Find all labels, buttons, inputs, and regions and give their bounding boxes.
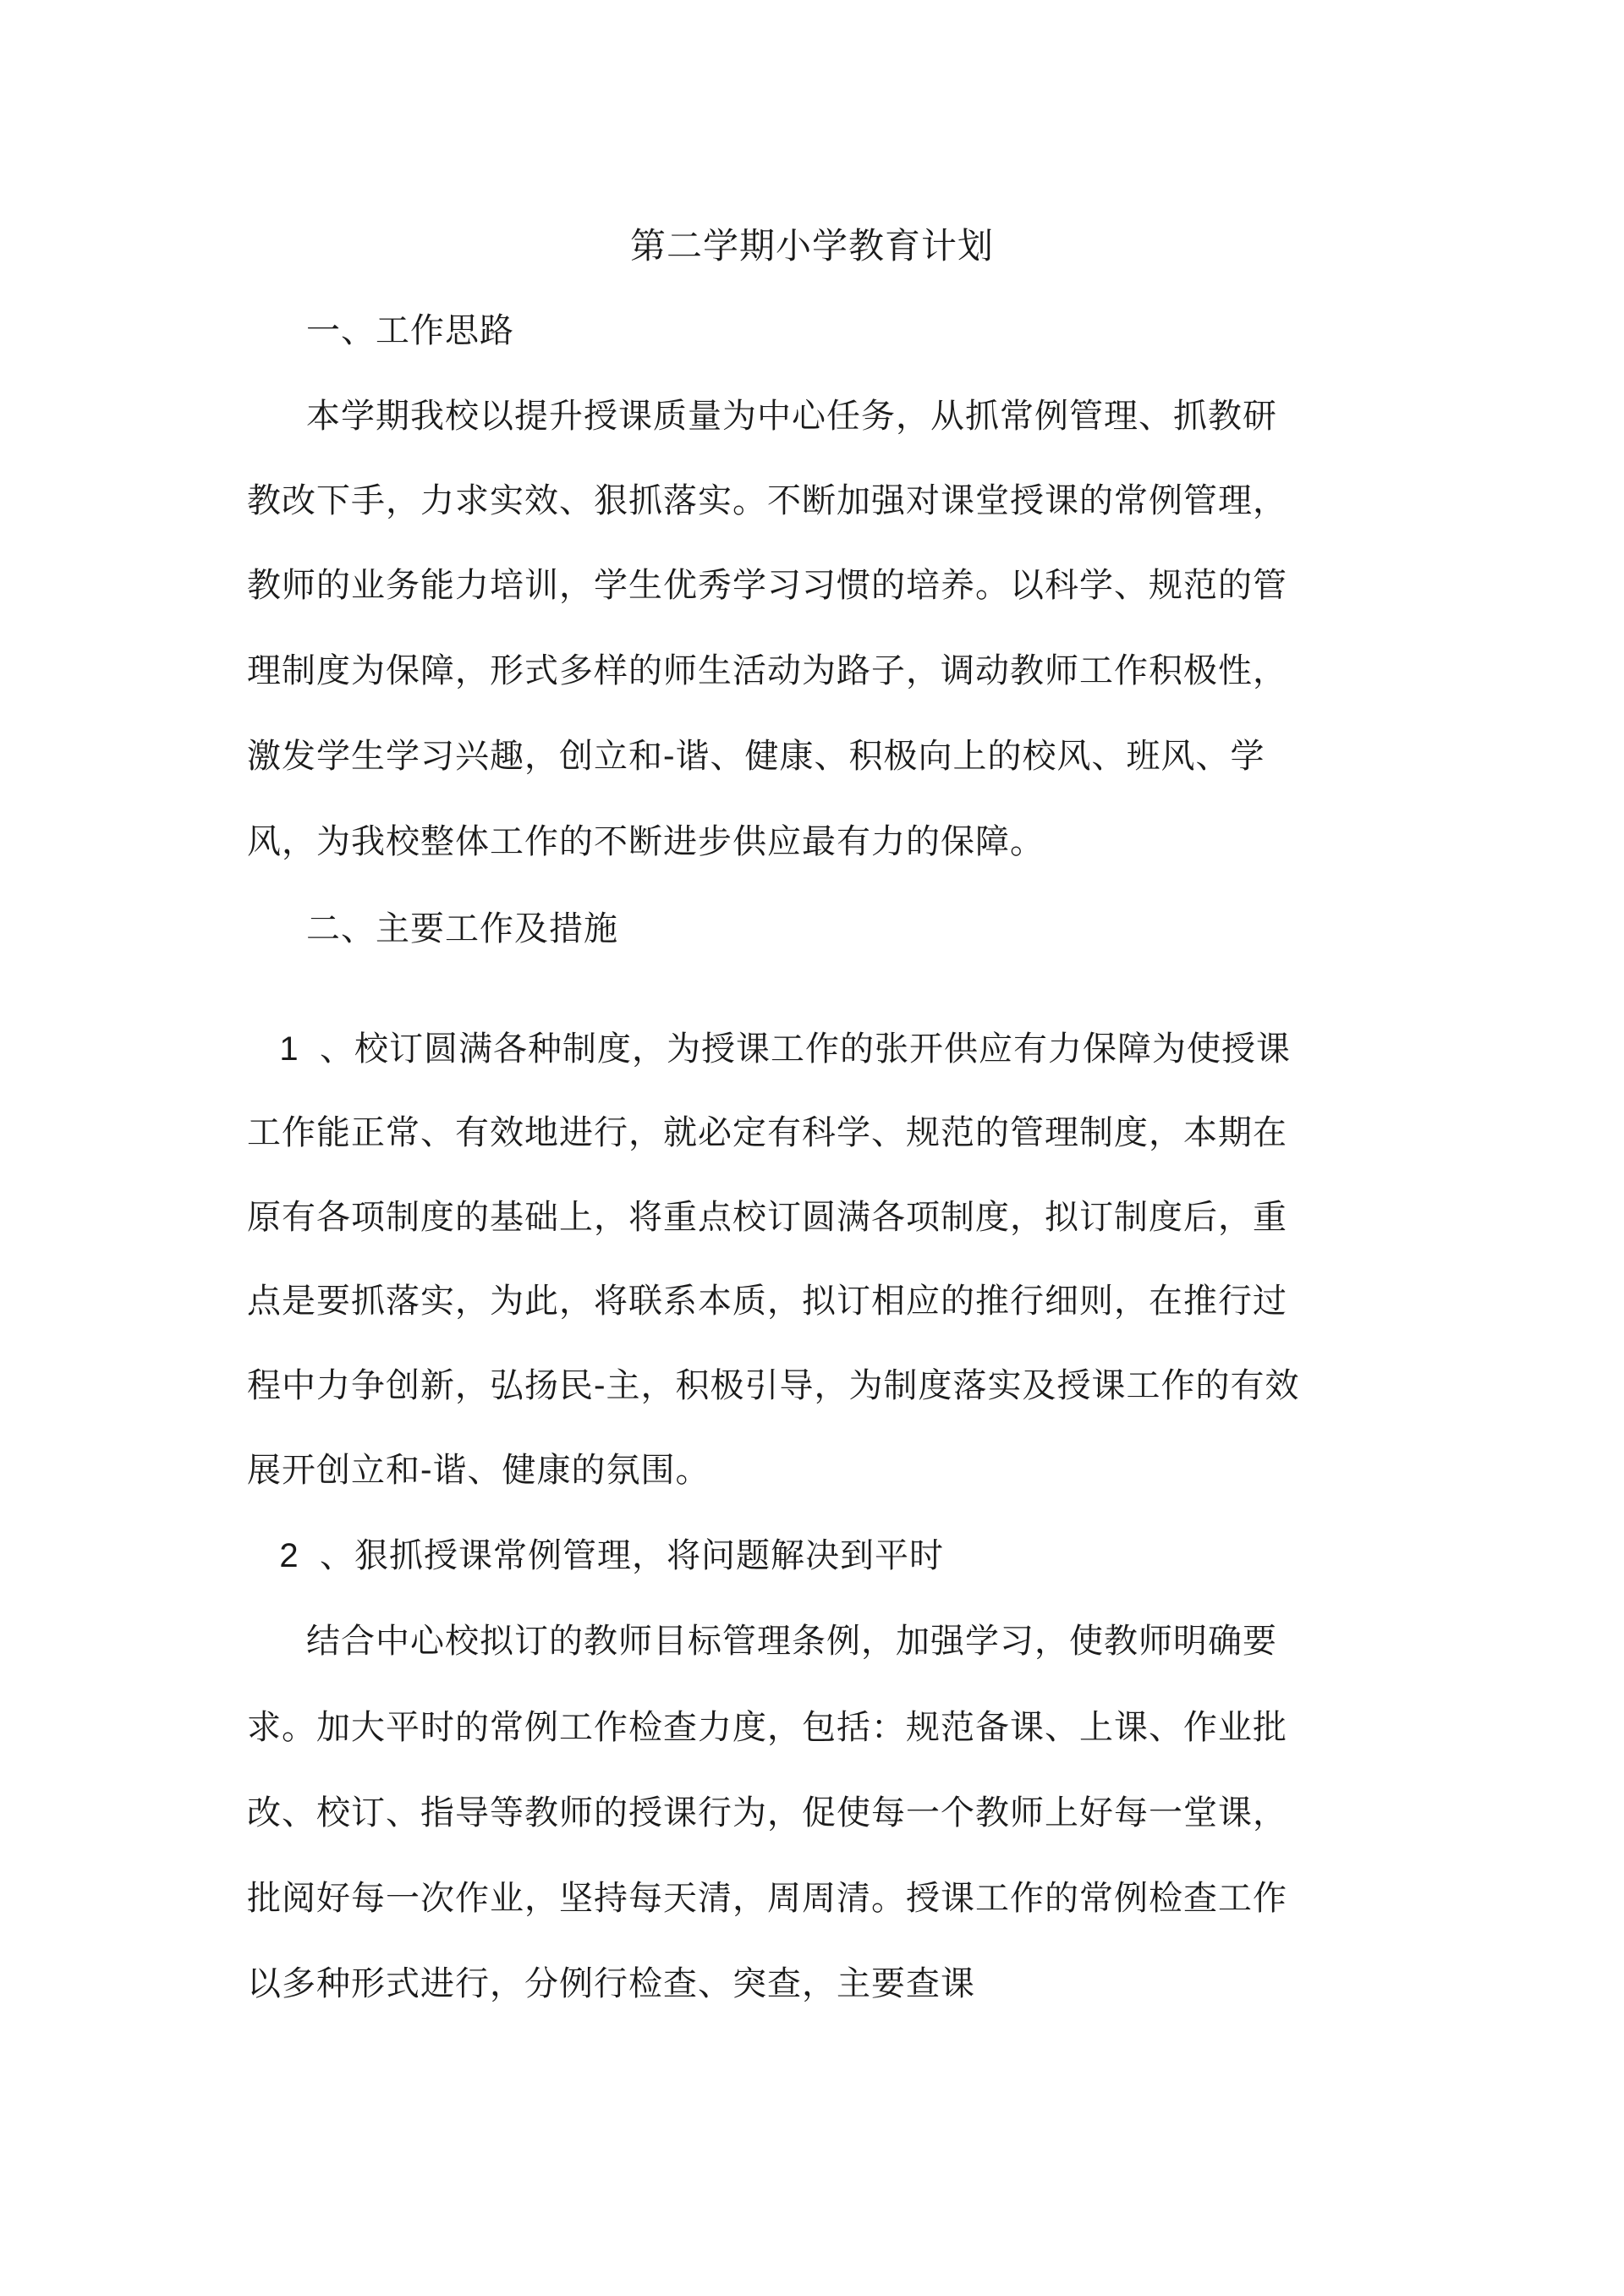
item1-first-line: 、校订圆满各种制度，为授课工作的张开供应有力保障为使授课 xyxy=(320,1030,1291,1068)
item2-line: 求。加大平时的常例工作检查力度，包括：规范备课、上课、作业批 xyxy=(247,1708,1287,1747)
item1-heading-line xyxy=(247,1027,1291,1071)
item2-heading-line xyxy=(247,1534,944,1578)
item2-line: 批阅好每一次作业，坚持每天清，周周清。授课工作的常例检查工作 xyxy=(247,1879,1287,1918)
item1-line: 原有各项制度的基础上，将重点校订圆满各项制度，拟订制度后，重 xyxy=(247,1198,1287,1237)
item1-line: 工作能正常、有效地进行，就必定有科学、规范的管理制度，本期在 xyxy=(247,1113,1287,1152)
item2-line: 改、校订、指导等教师的授课行为，促使每一个教师上好每一堂课， xyxy=(247,1793,1287,1832)
item2-number: 2 xyxy=(279,1537,299,1574)
section1-line: 风，为我校整体工作的不断进步供应最有力的保障。 xyxy=(247,822,1045,861)
item1-line: 程中力争创新，弘扬民-主，积极引导，为制度落实及授课工作的有效 xyxy=(247,1366,1300,1405)
item2-line: 结合中心校拟订的教师目标管理条例，加强学习，使教师明确要 xyxy=(306,1622,1277,1661)
item1-number: 1 xyxy=(279,1030,299,1068)
section1-line: 教改下手，力求实效、狠抓落实。不断加强对课堂授课的常例管理， xyxy=(247,481,1287,520)
section1-line: 激发学生学习兴趣，创立和-谐、健康、积极向上的校风、班风、学 xyxy=(247,737,1265,776)
section2-heading: 二、主要工作及措施 xyxy=(306,909,618,948)
section1-line: 理制度为保障，形式多样的师生活动为路子，调动教师工作积极性， xyxy=(247,651,1287,690)
document-title: 第二学期小学教育计划 xyxy=(629,225,994,266)
section1-line: 教师的业务能力培训，学生优秀学习习惯的培养。以科学、规范的管 xyxy=(247,566,1287,605)
section1-heading: 一、工作思路 xyxy=(306,311,514,350)
section1-line: 本学期我校以提升授课质量为中心任务，从抓常例管理、抓教研 xyxy=(306,397,1277,436)
item2-heading: 、狠抓授课常例管理，将问题解决到平时 xyxy=(320,1536,944,1575)
item1-line: 展开创立和-谐、健康的氛围。 xyxy=(247,1451,710,1490)
item1-line: 点是要抓落实，为此，将联系本质，拟订相应的推行细则，在推行过 xyxy=(247,1282,1287,1321)
item2-line: 以多种形式进行，分例行检查、突查，主要查课 xyxy=(247,1964,975,2003)
